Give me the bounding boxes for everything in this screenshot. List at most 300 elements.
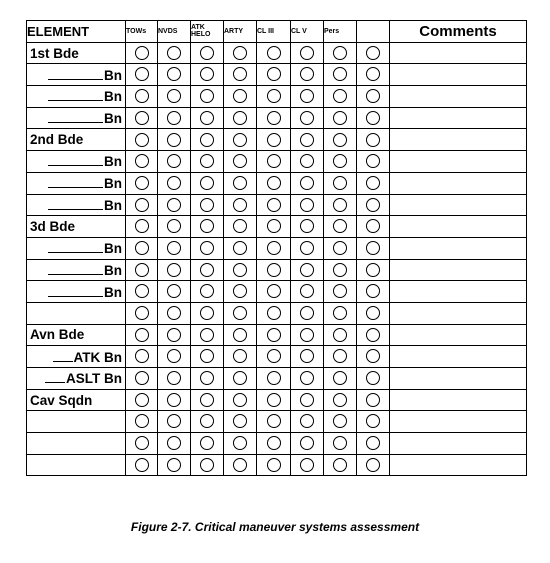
fill-in-blank[interactable] bbox=[53, 349, 73, 362]
status-cell[interactable] bbox=[126, 172, 158, 194]
status-circle-icon[interactable] bbox=[135, 436, 149, 450]
status-cell[interactable] bbox=[257, 281, 291, 303]
status-circle-icon[interactable] bbox=[167, 371, 181, 385]
status-cell[interactable] bbox=[158, 389, 191, 411]
status-circle-icon[interactable] bbox=[366, 46, 380, 60]
status-circle-icon[interactable] bbox=[300, 414, 314, 428]
status-circle-icon[interactable] bbox=[233, 263, 247, 277]
status-circle-icon[interactable] bbox=[167, 458, 181, 472]
status-circle-icon[interactable] bbox=[333, 219, 347, 233]
status-circle-icon[interactable] bbox=[300, 133, 314, 147]
status-circle-icon[interactable] bbox=[135, 46, 149, 60]
status-circle-icon[interactable] bbox=[300, 349, 314, 363]
status-circle-icon[interactable] bbox=[366, 176, 380, 190]
status-circle-icon[interactable] bbox=[200, 241, 214, 255]
status-circle-icon[interactable] bbox=[366, 154, 380, 168]
status-cell[interactable] bbox=[191, 64, 224, 86]
status-circle-icon[interactable] bbox=[300, 371, 314, 385]
comments-cell[interactable] bbox=[390, 454, 527, 476]
status-circle-icon[interactable] bbox=[300, 436, 314, 450]
status-cell[interactable] bbox=[324, 454, 357, 476]
status-circle-icon[interactable] bbox=[135, 263, 149, 277]
comments-cell[interactable] bbox=[390, 259, 527, 281]
status-cell[interactable] bbox=[224, 433, 257, 455]
status-circle-icon[interactable] bbox=[267, 328, 281, 342]
status-circle-icon[interactable] bbox=[167, 263, 181, 277]
status-cell[interactable] bbox=[324, 368, 357, 390]
status-cell[interactable] bbox=[126, 389, 158, 411]
status-cell[interactable] bbox=[257, 86, 291, 108]
status-cell[interactable] bbox=[158, 259, 191, 281]
status-circle-icon[interactable] bbox=[200, 328, 214, 342]
status-cell[interactable] bbox=[324, 42, 357, 64]
status-cell[interactable] bbox=[291, 259, 324, 281]
status-cell[interactable] bbox=[324, 411, 357, 433]
status-cell[interactable] bbox=[158, 302, 191, 324]
status-circle-icon[interactable] bbox=[200, 67, 214, 81]
status-cell[interactable] bbox=[191, 216, 224, 238]
status-cell[interactable] bbox=[191, 172, 224, 194]
status-circle-icon[interactable] bbox=[267, 306, 281, 320]
status-circle-icon[interactable] bbox=[333, 436, 347, 450]
status-circle-icon[interactable] bbox=[135, 67, 149, 81]
status-circle-icon[interactable] bbox=[300, 111, 314, 125]
status-cell[interactable] bbox=[158, 194, 191, 216]
comments-cell[interactable] bbox=[390, 411, 527, 433]
status-circle-icon[interactable] bbox=[366, 306, 380, 320]
comments-cell[interactable] bbox=[390, 194, 527, 216]
status-circle-icon[interactable] bbox=[300, 263, 314, 277]
status-cell[interactable] bbox=[224, 411, 257, 433]
status-circle-icon[interactable] bbox=[366, 198, 380, 212]
status-circle-icon[interactable] bbox=[366, 284, 380, 298]
status-circle-icon[interactable] bbox=[333, 393, 347, 407]
status-cell[interactable] bbox=[126, 129, 158, 151]
status-circle-icon[interactable] bbox=[233, 284, 247, 298]
status-cell[interactable] bbox=[291, 346, 324, 368]
status-circle-icon[interactable] bbox=[167, 111, 181, 125]
status-circle-icon[interactable] bbox=[267, 154, 281, 168]
status-circle-icon[interactable] bbox=[333, 111, 347, 125]
status-cell[interactable] bbox=[158, 433, 191, 455]
status-circle-icon[interactable] bbox=[366, 263, 380, 277]
status-cell[interactable] bbox=[158, 346, 191, 368]
comments-cell[interactable] bbox=[390, 302, 527, 324]
status-cell[interactable] bbox=[158, 107, 191, 129]
status-circle-icon[interactable] bbox=[366, 349, 380, 363]
status-cell[interactable] bbox=[224, 281, 257, 303]
status-circle-icon[interactable] bbox=[267, 393, 281, 407]
fill-in-blank[interactable] bbox=[48, 284, 103, 297]
status-cell[interactable] bbox=[191, 411, 224, 433]
status-circle-icon[interactable] bbox=[267, 371, 281, 385]
status-circle-icon[interactable] bbox=[333, 89, 347, 103]
status-cell[interactable] bbox=[126, 454, 158, 476]
status-cell[interactable] bbox=[191, 433, 224, 455]
status-circle-icon[interactable] bbox=[135, 349, 149, 363]
status-circle-icon[interactable] bbox=[167, 67, 181, 81]
status-cell[interactable] bbox=[158, 151, 191, 173]
status-cell[interactable] bbox=[126, 411, 158, 433]
status-cell[interactable] bbox=[257, 259, 291, 281]
status-circle-icon[interactable] bbox=[267, 67, 281, 81]
status-circle-icon[interactable] bbox=[135, 371, 149, 385]
status-circle-icon[interactable] bbox=[135, 306, 149, 320]
status-circle-icon[interactable] bbox=[233, 306, 247, 320]
status-circle-icon[interactable] bbox=[200, 219, 214, 233]
status-cell[interactable] bbox=[324, 151, 357, 173]
status-circle-icon[interactable] bbox=[333, 349, 347, 363]
status-cell[interactable] bbox=[257, 42, 291, 64]
status-cell[interactable] bbox=[126, 42, 158, 64]
status-circle-icon[interactable] bbox=[366, 133, 380, 147]
status-circle-icon[interactable] bbox=[333, 67, 347, 81]
status-circle-icon[interactable] bbox=[333, 46, 347, 60]
status-circle-icon[interactable] bbox=[167, 176, 181, 190]
fill-in-blank[interactable] bbox=[48, 197, 103, 210]
status-circle-icon[interactable] bbox=[267, 89, 281, 103]
status-circle-icon[interactable] bbox=[267, 349, 281, 363]
status-cell[interactable] bbox=[357, 151, 390, 173]
status-cell[interactable] bbox=[357, 194, 390, 216]
status-circle-icon[interactable] bbox=[267, 133, 281, 147]
status-cell[interactable] bbox=[257, 454, 291, 476]
status-circle-icon[interactable] bbox=[200, 414, 214, 428]
status-circle-icon[interactable] bbox=[200, 176, 214, 190]
status-circle-icon[interactable] bbox=[267, 111, 281, 125]
comments-cell[interactable] bbox=[390, 216, 527, 238]
status-cell[interactable] bbox=[357, 368, 390, 390]
status-cell[interactable] bbox=[324, 346, 357, 368]
status-circle-icon[interactable] bbox=[300, 393, 314, 407]
status-cell[interactable] bbox=[158, 368, 191, 390]
status-circle-icon[interactable] bbox=[366, 219, 380, 233]
status-circle-icon[interactable] bbox=[366, 393, 380, 407]
status-cell[interactable] bbox=[126, 433, 158, 455]
status-cell[interactable] bbox=[357, 237, 390, 259]
status-cell[interactable] bbox=[357, 216, 390, 238]
status-circle-icon[interactable] bbox=[135, 393, 149, 407]
status-cell[interactable] bbox=[158, 237, 191, 259]
status-cell[interactable] bbox=[126, 194, 158, 216]
status-circle-icon[interactable] bbox=[200, 458, 214, 472]
status-circle-icon[interactable] bbox=[200, 133, 214, 147]
status-circle-icon[interactable] bbox=[300, 198, 314, 212]
status-circle-icon[interactable] bbox=[167, 328, 181, 342]
status-cell[interactable] bbox=[126, 216, 158, 238]
status-circle-icon[interactable] bbox=[233, 458, 247, 472]
status-circle-icon[interactable] bbox=[267, 263, 281, 277]
status-cell[interactable] bbox=[158, 411, 191, 433]
status-cell[interactable] bbox=[291, 194, 324, 216]
status-circle-icon[interactable] bbox=[233, 328, 247, 342]
status-cell[interactable] bbox=[126, 151, 158, 173]
status-cell[interactable] bbox=[257, 107, 291, 129]
status-circle-icon[interactable] bbox=[333, 306, 347, 320]
status-cell[interactable] bbox=[324, 216, 357, 238]
status-cell[interactable] bbox=[257, 129, 291, 151]
status-circle-icon[interactable] bbox=[366, 458, 380, 472]
status-circle-icon[interactable] bbox=[300, 89, 314, 103]
status-circle-icon[interactable] bbox=[333, 133, 347, 147]
status-circle-icon[interactable] bbox=[366, 436, 380, 450]
status-cell[interactable] bbox=[257, 302, 291, 324]
status-cell[interactable] bbox=[291, 151, 324, 173]
comments-cell[interactable] bbox=[390, 237, 527, 259]
status-circle-icon[interactable] bbox=[167, 241, 181, 255]
status-cell[interactable] bbox=[191, 324, 224, 346]
status-cell[interactable] bbox=[126, 64, 158, 86]
status-cell[interactable] bbox=[191, 237, 224, 259]
status-circle-icon[interactable] bbox=[233, 349, 247, 363]
status-circle-icon[interactable] bbox=[200, 349, 214, 363]
status-cell[interactable] bbox=[191, 129, 224, 151]
status-circle-icon[interactable] bbox=[200, 154, 214, 168]
status-circle-icon[interactable] bbox=[366, 89, 380, 103]
status-cell[interactable] bbox=[324, 433, 357, 455]
status-cell[interactable] bbox=[324, 64, 357, 86]
status-circle-icon[interactable] bbox=[167, 306, 181, 320]
status-circle-icon[interactable] bbox=[366, 111, 380, 125]
status-circle-icon[interactable] bbox=[135, 284, 149, 298]
status-circle-icon[interactable] bbox=[300, 67, 314, 81]
status-cell[interactable] bbox=[257, 346, 291, 368]
status-circle-icon[interactable] bbox=[233, 219, 247, 233]
status-circle-icon[interactable] bbox=[200, 263, 214, 277]
fill-in-blank[interactable] bbox=[45, 370, 65, 383]
status-cell[interactable] bbox=[224, 107, 257, 129]
comments-cell[interactable] bbox=[390, 389, 527, 411]
status-circle-icon[interactable] bbox=[233, 198, 247, 212]
status-cell[interactable] bbox=[224, 389, 257, 411]
status-circle-icon[interactable] bbox=[200, 393, 214, 407]
status-cell[interactable] bbox=[357, 389, 390, 411]
status-circle-icon[interactable] bbox=[167, 133, 181, 147]
status-cell[interactable] bbox=[357, 411, 390, 433]
status-circle-icon[interactable] bbox=[333, 458, 347, 472]
status-circle-icon[interactable] bbox=[233, 46, 247, 60]
status-circle-icon[interactable] bbox=[333, 176, 347, 190]
status-circle-icon[interactable] bbox=[233, 393, 247, 407]
status-cell[interactable] bbox=[224, 64, 257, 86]
status-cell[interactable] bbox=[224, 324, 257, 346]
status-circle-icon[interactable] bbox=[366, 328, 380, 342]
status-cell[interactable] bbox=[357, 324, 390, 346]
status-cell[interactable] bbox=[291, 237, 324, 259]
status-cell[interactable] bbox=[357, 42, 390, 64]
status-circle-icon[interactable] bbox=[233, 67, 247, 81]
fill-in-blank[interactable] bbox=[48, 175, 103, 188]
status-cell[interactable] bbox=[291, 64, 324, 86]
status-circle-icon[interactable] bbox=[233, 154, 247, 168]
status-cell[interactable] bbox=[126, 324, 158, 346]
status-circle-icon[interactable] bbox=[167, 198, 181, 212]
status-circle-icon[interactable] bbox=[366, 414, 380, 428]
status-circle-icon[interactable] bbox=[167, 414, 181, 428]
status-cell[interactable] bbox=[257, 324, 291, 346]
status-circle-icon[interactable] bbox=[233, 436, 247, 450]
comments-cell[interactable] bbox=[390, 64, 527, 86]
status-circle-icon[interactable] bbox=[233, 414, 247, 428]
status-cell[interactable] bbox=[324, 302, 357, 324]
status-circle-icon[interactable] bbox=[333, 284, 347, 298]
status-circle-icon[interactable] bbox=[233, 133, 247, 147]
status-circle-icon[interactable] bbox=[267, 46, 281, 60]
status-cell[interactable] bbox=[291, 129, 324, 151]
status-cell[interactable] bbox=[324, 389, 357, 411]
status-cell[interactable] bbox=[191, 42, 224, 64]
status-circle-icon[interactable] bbox=[200, 284, 214, 298]
fill-in-blank[interactable] bbox=[48, 88, 103, 101]
comments-cell[interactable] bbox=[390, 368, 527, 390]
status-cell[interactable] bbox=[126, 281, 158, 303]
comments-cell[interactable] bbox=[390, 324, 527, 346]
status-cell[interactable] bbox=[324, 172, 357, 194]
status-cell[interactable] bbox=[291, 433, 324, 455]
status-circle-icon[interactable] bbox=[167, 284, 181, 298]
status-circle-icon[interactable] bbox=[366, 67, 380, 81]
status-cell[interactable] bbox=[291, 368, 324, 390]
status-cell[interactable] bbox=[224, 302, 257, 324]
status-cell[interactable] bbox=[357, 107, 390, 129]
status-cell[interactable] bbox=[224, 237, 257, 259]
status-circle-icon[interactable] bbox=[333, 371, 347, 385]
status-circle-icon[interactable] bbox=[167, 89, 181, 103]
status-cell[interactable] bbox=[257, 216, 291, 238]
status-cell[interactable] bbox=[257, 151, 291, 173]
status-cell[interactable] bbox=[257, 237, 291, 259]
fill-in-blank[interactable] bbox=[48, 153, 103, 166]
status-cell[interactable] bbox=[257, 411, 291, 433]
status-cell[interactable] bbox=[158, 86, 191, 108]
status-cell[interactable] bbox=[291, 42, 324, 64]
status-circle-icon[interactable] bbox=[300, 219, 314, 233]
status-circle-icon[interactable] bbox=[333, 154, 347, 168]
status-cell[interactable] bbox=[324, 86, 357, 108]
status-cell[interactable] bbox=[158, 216, 191, 238]
status-cell[interactable] bbox=[158, 281, 191, 303]
status-circle-icon[interactable] bbox=[233, 241, 247, 255]
status-cell[interactable] bbox=[257, 172, 291, 194]
status-cell[interactable] bbox=[357, 129, 390, 151]
status-circle-icon[interactable] bbox=[167, 46, 181, 60]
status-circle-icon[interactable] bbox=[200, 111, 214, 125]
status-cell[interactable] bbox=[224, 346, 257, 368]
status-circle-icon[interactable] bbox=[135, 458, 149, 472]
status-cell[interactable] bbox=[191, 194, 224, 216]
comments-cell[interactable] bbox=[390, 151, 527, 173]
status-cell[interactable] bbox=[224, 151, 257, 173]
status-circle-icon[interactable] bbox=[333, 198, 347, 212]
status-circle-icon[interactable] bbox=[333, 414, 347, 428]
status-cell[interactable] bbox=[324, 259, 357, 281]
status-cell[interactable] bbox=[324, 107, 357, 129]
status-cell[interactable] bbox=[158, 129, 191, 151]
status-cell[interactable] bbox=[291, 107, 324, 129]
status-circle-icon[interactable] bbox=[200, 46, 214, 60]
status-circle-icon[interactable] bbox=[135, 198, 149, 212]
status-cell[interactable] bbox=[191, 302, 224, 324]
fill-in-blank[interactable] bbox=[48, 262, 103, 275]
status-cell[interactable] bbox=[324, 324, 357, 346]
status-cell[interactable] bbox=[224, 454, 257, 476]
status-circle-icon[interactable] bbox=[300, 458, 314, 472]
status-cell[interactable] bbox=[257, 389, 291, 411]
status-cell[interactable] bbox=[324, 281, 357, 303]
status-cell[interactable] bbox=[357, 86, 390, 108]
status-cell[interactable] bbox=[158, 42, 191, 64]
status-cell[interactable] bbox=[224, 259, 257, 281]
status-cell[interactable] bbox=[191, 86, 224, 108]
status-cell[interactable] bbox=[126, 237, 158, 259]
fill-in-blank[interactable] bbox=[48, 67, 103, 80]
status-cell[interactable] bbox=[357, 281, 390, 303]
status-circle-icon[interactable] bbox=[267, 436, 281, 450]
fill-in-blank[interactable] bbox=[48, 110, 103, 123]
status-cell[interactable] bbox=[224, 86, 257, 108]
status-circle-icon[interactable] bbox=[300, 154, 314, 168]
status-cell[interactable] bbox=[191, 107, 224, 129]
status-cell[interactable] bbox=[357, 64, 390, 86]
status-circle-icon[interactable] bbox=[233, 176, 247, 190]
status-cell[interactable] bbox=[357, 259, 390, 281]
comments-cell[interactable] bbox=[390, 172, 527, 194]
status-cell[interactable] bbox=[291, 454, 324, 476]
status-cell[interactable] bbox=[291, 324, 324, 346]
status-cell[interactable] bbox=[257, 433, 291, 455]
status-circle-icon[interactable] bbox=[200, 306, 214, 320]
status-circle-icon[interactable] bbox=[333, 328, 347, 342]
status-circle-icon[interactable] bbox=[200, 436, 214, 450]
status-circle-icon[interactable] bbox=[333, 263, 347, 277]
status-circle-icon[interactable] bbox=[135, 133, 149, 147]
status-circle-icon[interactable] bbox=[267, 219, 281, 233]
status-cell[interactable] bbox=[357, 433, 390, 455]
status-circle-icon[interactable] bbox=[267, 414, 281, 428]
comments-cell[interactable] bbox=[390, 86, 527, 108]
status-circle-icon[interactable] bbox=[135, 89, 149, 103]
status-cell[interactable] bbox=[291, 389, 324, 411]
status-cell[interactable] bbox=[291, 216, 324, 238]
status-circle-icon[interactable] bbox=[233, 89, 247, 103]
status-circle-icon[interactable] bbox=[135, 111, 149, 125]
comments-cell[interactable] bbox=[390, 346, 527, 368]
status-circle-icon[interactable] bbox=[333, 241, 347, 255]
status-cell[interactable] bbox=[291, 302, 324, 324]
status-circle-icon[interactable] bbox=[267, 176, 281, 190]
status-cell[interactable] bbox=[224, 368, 257, 390]
status-circle-icon[interactable] bbox=[233, 371, 247, 385]
status-cell[interactable] bbox=[357, 172, 390, 194]
status-circle-icon[interactable] bbox=[135, 414, 149, 428]
status-circle-icon[interactable] bbox=[267, 458, 281, 472]
status-cell[interactable] bbox=[257, 64, 291, 86]
status-circle-icon[interactable] bbox=[300, 284, 314, 298]
status-circle-icon[interactable] bbox=[135, 241, 149, 255]
status-circle-icon[interactable] bbox=[167, 219, 181, 233]
status-cell[interactable] bbox=[191, 389, 224, 411]
comments-cell[interactable] bbox=[390, 433, 527, 455]
status-circle-icon[interactable] bbox=[135, 176, 149, 190]
status-cell[interactable] bbox=[224, 129, 257, 151]
status-cell[interactable] bbox=[224, 194, 257, 216]
status-circle-icon[interactable] bbox=[167, 154, 181, 168]
status-cell[interactable] bbox=[158, 172, 191, 194]
comments-cell[interactable] bbox=[390, 107, 527, 129]
status-cell[interactable] bbox=[191, 368, 224, 390]
status-cell[interactable] bbox=[126, 302, 158, 324]
status-circle-icon[interactable] bbox=[300, 46, 314, 60]
